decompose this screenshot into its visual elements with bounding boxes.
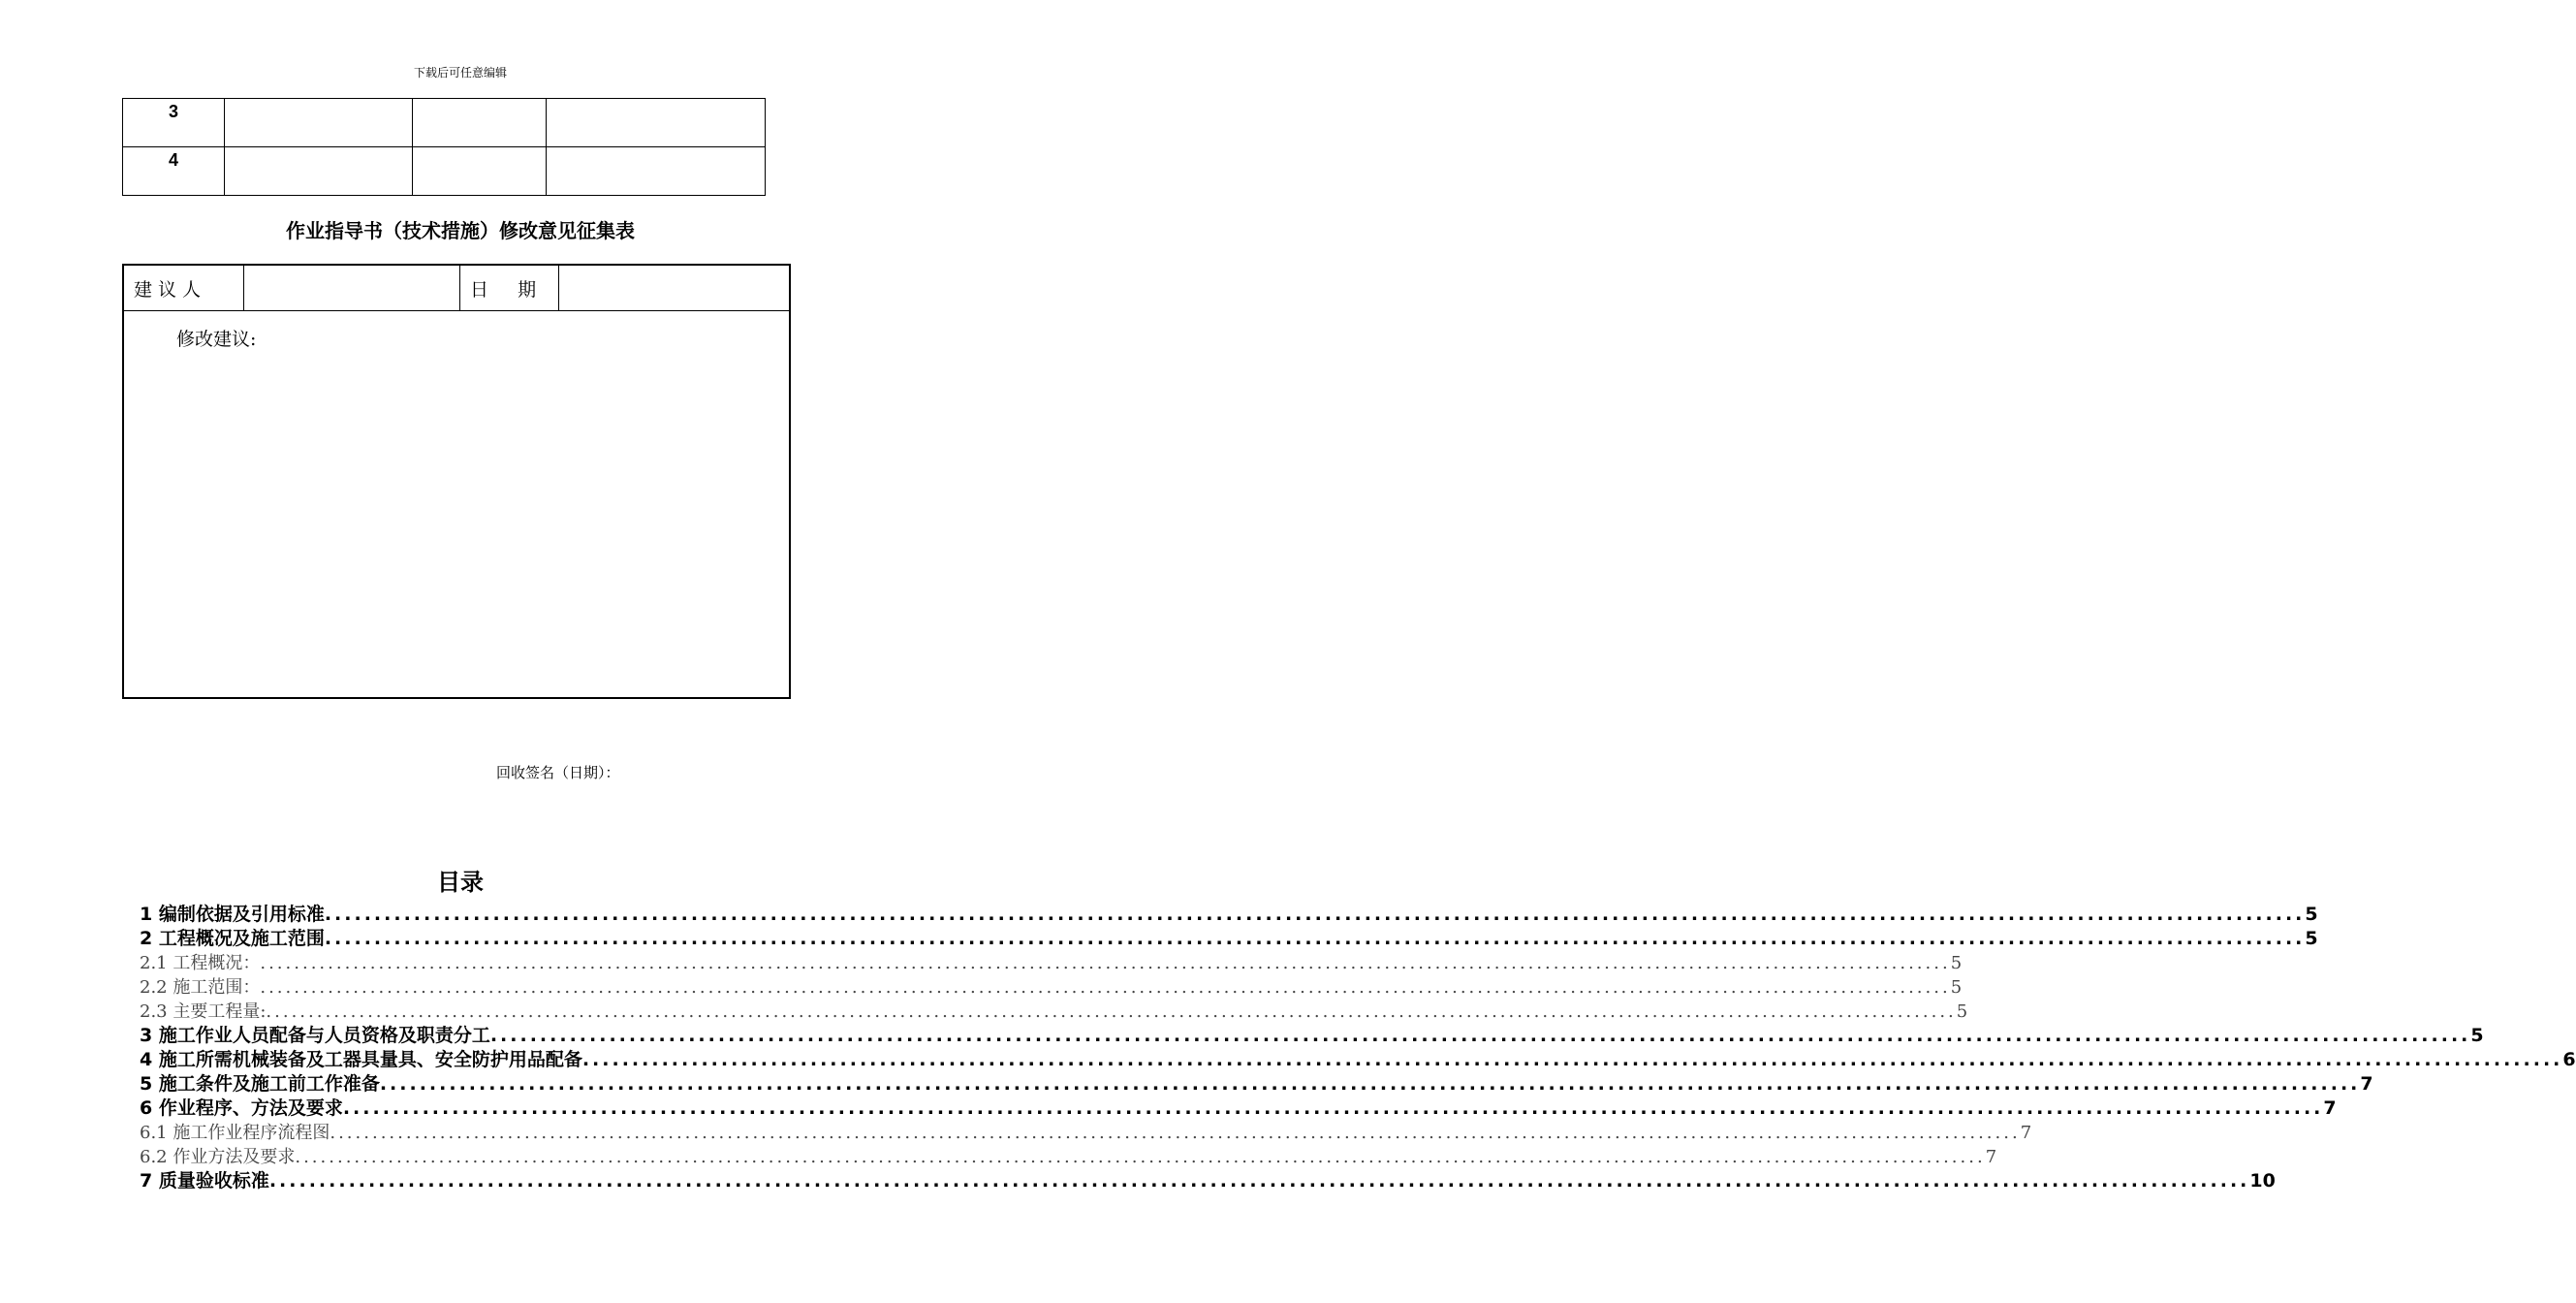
toc-entry[interactable]: [140, 1024, 2484, 1048]
toc-entry[interactable]: [140, 1000, 1968, 1024]
table-row: [123, 99, 766, 147]
toc-page-number: 7: [1985, 1147, 1997, 1167]
toc-entry[interactable]: [140, 1145, 1997, 1169]
toc-page-number: 5: [1950, 977, 1963, 998]
row-number: 4: [123, 147, 225, 196]
continued-table: [122, 98, 766, 196]
toc-entry-text: 2.1 工程概况：: [140, 953, 261, 973]
toc-entry-text: 6 作业程序、方法及要求: [140, 1097, 343, 1119]
toc-leader: ........................................................................................................................................................................................................: [489, 1025, 2471, 1046]
toc-leader: ........................................................................................................................................................................................................: [260, 977, 1951, 998]
toc-entry[interactable]: [140, 1048, 2576, 1072]
toc-entry[interactable]: [140, 975, 1963, 1000]
toc-entry[interactable]: [140, 1072, 2373, 1096]
suggestion-label: 修改建议:: [176, 329, 257, 350]
toc-entry-text: 5 施工条件及施工前工作准备: [140, 1073, 380, 1095]
toc-leader: ........................................................................................................................................................................................................: [342, 1097, 2324, 1119]
toc-page-number: 5: [2305, 928, 2318, 949]
toc-page-number: 7: [2323, 1097, 2337, 1119]
row-number: 3: [123, 99, 225, 147]
receipt-signature-label: 回收签名（日期）：: [496, 764, 620, 781]
toc-entry-text: 6.2 作业方法及要求: [140, 1147, 296, 1167]
toc-entry[interactable]: [140, 1121, 2032, 1145]
table-cell[interactable]: [413, 99, 547, 147]
toc-leader: ........................................................................................................................................................................................................: [268, 1170, 2250, 1192]
toc-page-number: 7: [2360, 1073, 2373, 1095]
date-field[interactable]: [559, 265, 791, 311]
toc-leader: ........................................................................................................................................................................................................: [295, 1147, 1986, 1167]
toc-page-number: 5: [2305, 904, 2318, 925]
suggestion-row: [123, 311, 790, 699]
page-header-note: 下载后可任意编辑: [413, 66, 507, 79]
toc-entry-text: 3 施工作业人员配备与人员资格及职责分工: [140, 1025, 490, 1046]
toc-entry[interactable]: [140, 1169, 2276, 1193]
toc-leader: ........................................................................................................................................................................................................: [260, 953, 1951, 973]
toc-entry-text: 2 工程概况及施工范围: [140, 928, 325, 949]
toc-page-number: 5: [2470, 1025, 2484, 1046]
toc-page-number: 7: [2020, 1123, 2032, 1143]
toc-entry-text: 7 质量验收标准: [140, 1170, 269, 1192]
toc-entry-text: 1 编制依据及引用标准: [140, 904, 325, 925]
suggestion-field[interactable]: [123, 311, 790, 699]
proposer-field[interactable]: [244, 265, 460, 311]
toc-page-number: 5: [1956, 1001, 1968, 1022]
toc-page-number: 10: [2249, 1170, 2276, 1192]
table-cell[interactable]: [225, 99, 413, 147]
toc-entry[interactable]: [140, 927, 2318, 951]
date-label: 日 期: [460, 265, 559, 311]
feedback-form: [122, 264, 791, 699]
toc-leader: ........................................................................................................................................................................................................: [330, 1123, 2021, 1143]
table-cell[interactable]: [547, 99, 766, 147]
table-cell[interactable]: [547, 147, 766, 196]
table-cell[interactable]: [225, 147, 413, 196]
toc-entry-text: 2.2 施工范围：: [140, 977, 261, 998]
form-title: 作业指导书（技术措施）修改意见征集表: [286, 219, 635, 242]
table-cell[interactable]: [413, 147, 547, 196]
toc-entry-text: 6.1 施工作业程序流程图: [140, 1123, 330, 1143]
toc-page-number: 5: [1950, 953, 1963, 973]
toc-leader: ........................................................................................................................................................................................................: [379, 1073, 2361, 1095]
toc-leader: ........................................................................................................................................................................................................: [324, 928, 2306, 949]
toc-entry[interactable]: [140, 951, 1963, 975]
toc-leader: ........................................................................................................................................................................................................: [581, 1049, 2563, 1070]
proposer-label: 建议人: [123, 265, 244, 311]
toc-leader: ........................................................................................................................................................................................................: [324, 904, 2306, 925]
toc-entry[interactable]: [140, 903, 2318, 927]
table-row: [123, 147, 766, 196]
table-of-contents: [140, 903, 2576, 1193]
toc-title: 目录: [437, 869, 484, 896]
toc-entry-text: 2.3 主要工程量:: [140, 1001, 267, 1022]
toc-page-number: 6: [2562, 1049, 2576, 1070]
toc-entry-text: 4 施工所需机械装备及工器具量具、安全防护用品配备: [140, 1049, 582, 1070]
form-header-row: [123, 265, 790, 311]
toc-leader: ........................................................................................................................................................................................................: [266, 1001, 1957, 1022]
toc-entry[interactable]: [140, 1096, 2337, 1121]
